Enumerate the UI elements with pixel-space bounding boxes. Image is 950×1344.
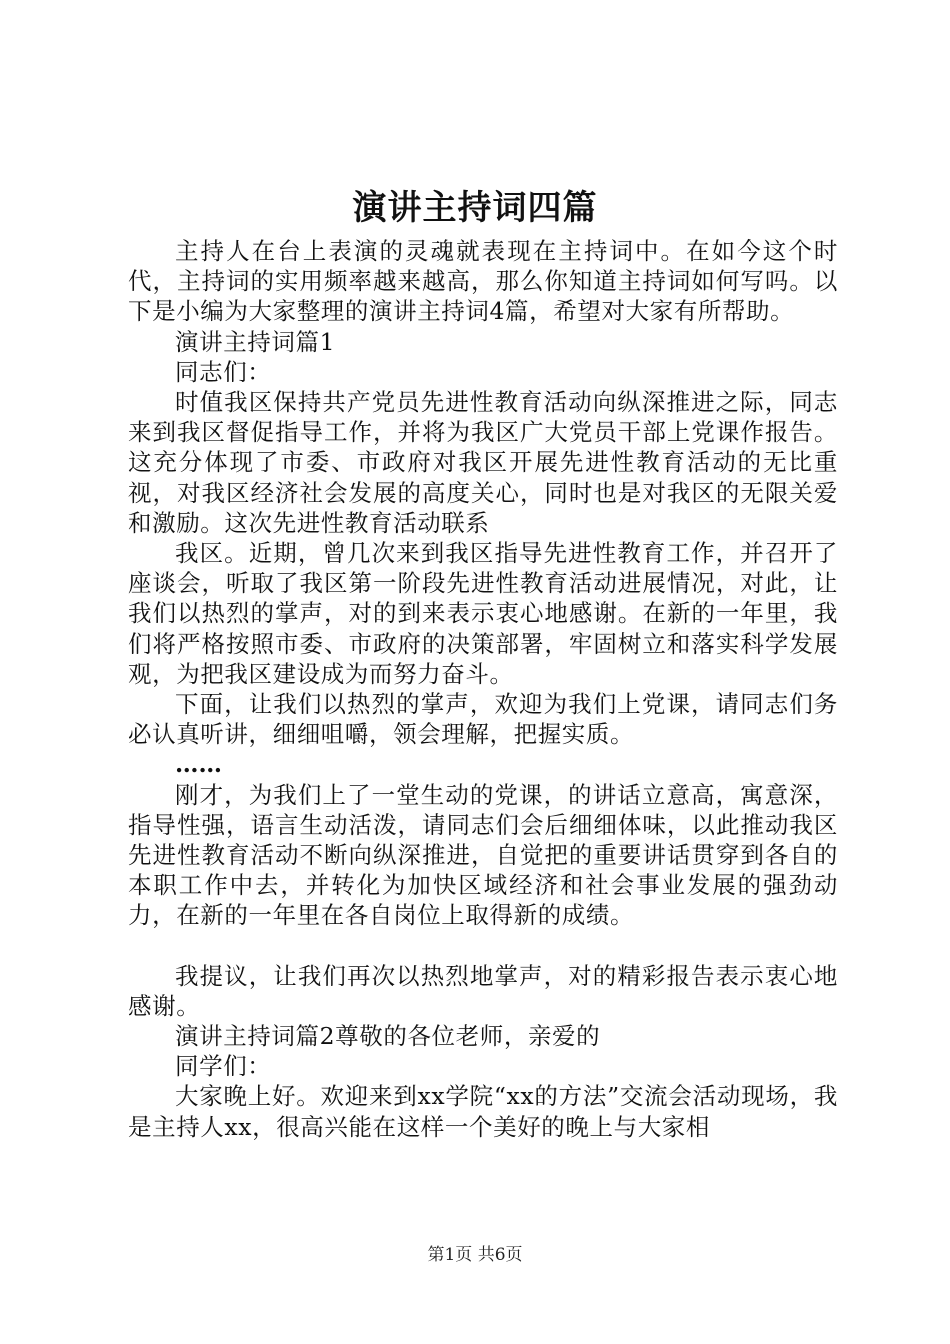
body-paragraph: 下面，让我们以热烈的掌声，欢迎为我们上党课，请同志们务必认真听讲，细细咀嚼，领会理解，把握实质。: [128, 690, 838, 749]
document-body: [128, 236, 838, 1142]
salutation: 同学们：: [175, 1052, 272, 1081]
body-paragraph: 我区。近期，曾几次来到我区指导先进性教育工作，并召开了座谈会，听取了我区第一阶段先进性教育活动进展情况，对此，让我们以热烈的掌声，对的到来表示衷心地感谢。在新的一年里，我们将严格按照市委、市政府的决策部署，牢固树立和落实科学发展观，为把我区建设成为而努力奋斗。: [128, 539, 838, 688]
salutation: 同志们：: [175, 357, 272, 386]
document-title: 演讲主持词四篇: [352, 188, 598, 228]
section-heading-2: 演讲主持词篇2尊敬的各位老师，亲爱的: [175, 1022, 601, 1051]
body-paragraph: 时值我区保持共产党员先进性教育活动向纵深推进之际，同志来到我区督促指导工作，并将为我区广大党员干部上党课作报告。这充分体现了市委、市政府对我区开展先进性教育活动的无比重视，对我区经济社会发展的高度关心，同时也是对我区的无限关爱和激励。这次先进性教育活动联系: [128, 388, 838, 537]
paragraph-gap: [128, 931, 838, 961]
body-paragraph: 大家晚上好。欢迎来到xx学院“xx的方法”交流会活动现场，我是主持人xx，很高兴能在这样一个美好的晚上与大家相: [128, 1082, 838, 1141]
body-paragraph: 我提议，让我们再次以热烈地掌声，对的精彩报告表示衷心地感谢。: [128, 961, 838, 1020]
page-footer: 第1页 共6页: [427, 1245, 523, 1265]
ellipsis-line: ……: [175, 750, 222, 779]
section-heading-1: 演讲主持词篇1: [175, 327, 336, 356]
body-paragraph: 刚才，为我们上了一堂生动的党课，的讲话立意高，寓意深，指导性强，语言生动活泼，请同志们会后细细体味，以此推动我区先进性教育活动不断向纵深推进，自觉把的重要讲话贯穿到各自的本职工作中去，并转化为加快区域经济和社会事业发展的强劲动力，在新的一年里在各自岗位上取得新的成绩。: [128, 780, 838, 930]
intro-paragraph: 主持人在台上表演的灵魂就表现在主持词中。在如今这个时代，主持词的实用频率越来越高，那么你知道主持词如何写吗。以下是小编为大家整理的演讲主持词4篇，希望对大家有所帮助。: [128, 237, 838, 326]
